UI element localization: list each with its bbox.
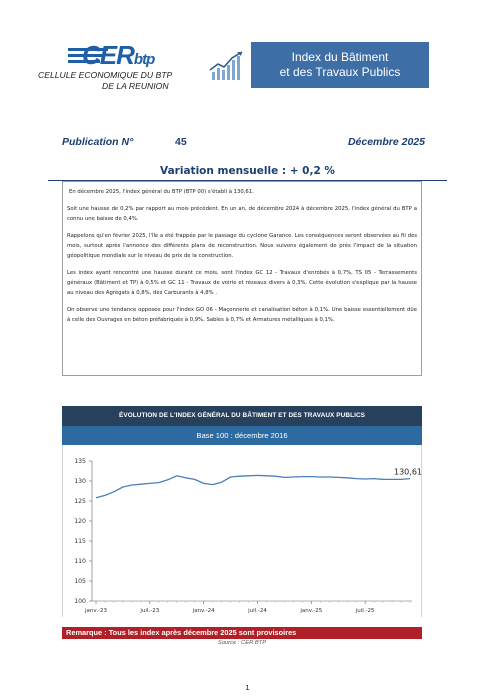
paragraph-1: En décembre 2025, l'index général du BTP (BTP 00) s'établi à 130,61. — [69, 189, 254, 195]
y-tick-label: 135 — [74, 458, 86, 465]
publication-date: Décembre 2025 — [347, 136, 425, 148]
y-tick-label: 100 — [74, 598, 86, 605]
y-tick-label: 120 — [74, 518, 86, 525]
publication-number: 45 — [175, 136, 187, 148]
end-value-label: 130,61 — [394, 467, 422, 477]
x-tick-label: juil.-25 — [355, 608, 375, 614]
logo-mark — [82, 40, 154, 71]
logo-mark-suffix: btp — [133, 51, 155, 68]
series-line — [96, 475, 410, 497]
remark-banner: Remarque : Tous les index après décembre 2025 sont provisoires — [62, 627, 422, 639]
paragraph-4: Les index ayant rencontré une hausse durant ce mois, sont l'index GC 12 - Travaux d'enrobés à 0,7%, TS 05 - Terrassements généraux (Bâtiment et TP) à 0,5% et GC 11 - Travaux de voirie et réseaux divers à 0,3%. Cette évolution s'explique par la hausse au niveau des Agrégats à 0,8%, des Carburants à 4,8% . — [67, 269, 417, 297]
logo-subtitle-line2: DE LA REUNION — [102, 81, 169, 91]
y-tick-label: 130 — [74, 478, 86, 485]
x-tick-label: janv.-23 — [85, 608, 107, 614]
y-tick-label: 110 — [74, 558, 86, 565]
y-tick-label: 115 — [74, 538, 86, 545]
logo-subtitle-line1: CELLULE ECONOMIQUE DU BTP — [38, 70, 173, 80]
x-tick-label: juil.-23 — [140, 608, 160, 614]
x-tick-label: juil.-24 — [248, 608, 267, 614]
x-tick-label: janv.-25 — [300, 608, 323, 614]
paragraph-3: Rappelons qu'en février 2025, l'île a été frappée par le passage du cyclone Garance. Les conséquences seront observées au fil des mois, surtout après l'annonce des différents plans de reconstruction. Nous suivons également de près l'impact de la situation géopolitique mondiale sur le niveau de prix de la construction. — [67, 232, 417, 260]
paragraph-5: On observe une tendance opposée pour l'index GO 06 - Maçonnerie et canalisation béton à 0,1%. Une baisse essentiellement dûe à celle des Ouvrages en béton préfabriqués à 0,9%, Sables à 0,7% et Armatures métalliques à 0,1%. — [67, 306, 417, 324]
logo-mark-text: CER — [82, 40, 134, 70]
publication-label: Publication N° — [62, 136, 134, 148]
publication-row — [62, 136, 425, 150]
page-number: 1 — [245, 684, 250, 692]
monthly-variation-headline: Variation mensuelle : + 0,2 % — [160, 165, 335, 177]
chart-title: ÉVOLUTION DE L'INDEX GÉNÉRAL DU BÂTIMENT ET DES TRAVAUX PUBLICS — [62, 406, 422, 426]
x-tick-label: janv.-24 — [192, 608, 215, 614]
chart-subtitle: Base 100 : décembre 2016 — [62, 426, 422, 445]
y-tick-label: 105 — [74, 578, 86, 585]
commentary-box — [62, 181, 422, 376]
index-line-chart — [62, 445, 422, 617]
trend-chart-icon — [208, 46, 248, 86]
y-tick-label: 125 — [74, 498, 86, 505]
source-note: Source : CER BTP — [217, 640, 267, 646]
banner-line1: Index du Bâtiment — [291, 50, 389, 64]
paragraph-2: Soit une hausse de 0,2% par rapport au mois précédent. En un an, de décembre 2024 à décembre 2025, l'index général du BTP a connu une baisse de 0,4%. — [67, 205, 417, 222]
banner-line2: et des Travaux Publics — [279, 65, 401, 79]
title-banner — [251, 42, 429, 88]
logo — [38, 40, 213, 100]
